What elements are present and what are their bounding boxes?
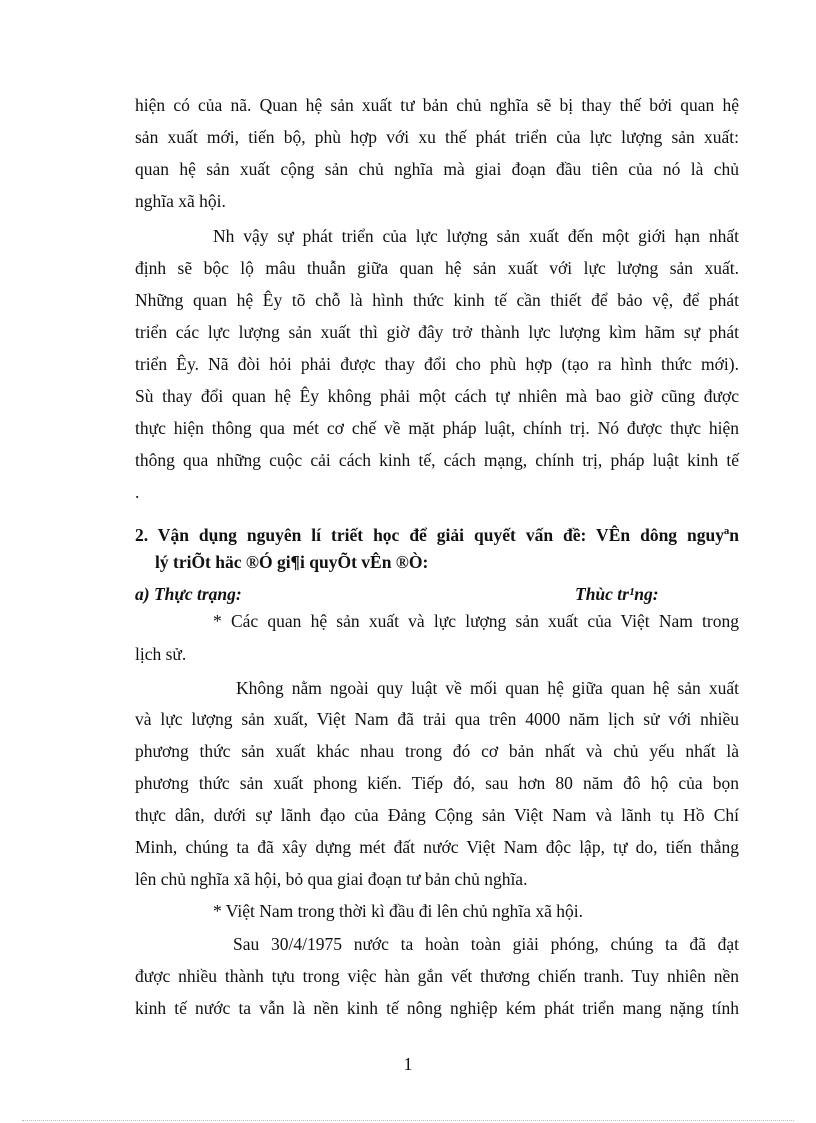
body-line: Không nằm ngoài quy luật về mối quan hệ giữa quan hệ sản xuất — [236, 678, 739, 698]
body-line: Minh, chúng ta đã xây dựng mét đất nước Việt Nam độc lập, tự do, tiến thẳng — [135, 837, 739, 857]
body-line: triển các lực lượng sản xuất thì giờ đây trở thành lực lượng kìm hãm sự phát — [135, 322, 739, 342]
body-line: thực dân, dưới sự lãnh đạo của Đảng Cộng sản Việt Nam và lãnh tụ Hồ Chí — [135, 805, 739, 825]
body-line: lịch sử. — [135, 644, 187, 664]
page-number: 1 — [403, 1054, 413, 1074]
body-line: thông qua những cuộc cải cách kinh tế, cách mạng, chính trị, pháp luật kinh tế — [135, 450, 739, 470]
section-heading: 2. Vận dụng nguyên lí triết học để giải quyết vấn đề: VÊn dông nguyªn — [135, 525, 739, 545]
body-line: Sau 30/4/1975 nước ta hoàn toàn giải phóng, chúng ta đã đạt — [233, 934, 739, 954]
body-line: định sẽ bộc lộ mâu thuẫn giữa quan hệ sản xuất với lực lượng sản xuất. — [135, 258, 739, 278]
body-line: sản xuất mới, tiến bộ, phù hợp với xu thế phát triển của lực lượng sản xuất: — [135, 127, 739, 147]
subsection-heading-alt: Thùc tr¹ng: — [575, 584, 659, 604]
body-line: kinh tế nước ta vẫn là nền kinh tế nông nghiệp kém phát triển mang nặng tính — [135, 998, 739, 1018]
body-line: nghĩa xã hội. — [135, 191, 226, 211]
subsection-heading: a) Thực trạng: — [135, 584, 242, 604]
footer-divider — [22, 1120, 794, 1121]
body-line: lên chủ nghĩa xã hội, bỏ qua giai đoạn tư bản chủ nghĩa. — [135, 869, 528, 889]
body-line: và lực lượng sản xuất, Việt Nam đã trải qua trên 4000 năm lịch sử với nhiều — [135, 709, 739, 729]
body-line: * Các quan hệ sản xuất và lực lượng sản xuất của Việt Nam trong — [213, 611, 739, 631]
body-line: . — [135, 482, 140, 502]
body-line: thực hiện thông qua mét cơ chế về mặt pháp luật, chính trị. Nó được thực hiện — [135, 418, 739, 438]
body-line: phương thức sản xuất khác nhau trong đó cơ bản nhất và chủ yếu nhất là — [135, 741, 739, 761]
body-line: Những quan hệ Êy tõ chỗ là hình thức kinh tế cần thiết để bảo vệ, để phát — [135, 290, 739, 310]
body-line: triển Êy. Nã đòi hỏi phải được thay đổi cho phù hợp (tạo ra hình thức mới). — [135, 354, 739, 374]
body-line: được nhiều thành tựu trong việc hàn gắn vết thương chiến tranh. Tuy nhiên nền — [135, 966, 739, 986]
body-line: hiện có của nã. Quan hệ sản xuất tư bản chủ nghĩa sẽ bị thay thế bởi quan hệ — [135, 95, 739, 115]
body-line: Nh vậy sự phát triển của lực lượng sản xuất đến một giới hạn nhất — [213, 226, 739, 246]
body-line: phương thức sản xuất phong kiến. Tiếp đó, sau hơn 80 năm đô hộ của bọn — [135, 773, 739, 793]
section-heading-continued: lý triÕt häc ®Ó gi¶i quyÕt vÊn ®Ò: — [155, 552, 429, 572]
body-line: quan hệ sản xuất cộng sản chủ nghĩa mà giai đoạn đầu tiên của nó là chủ — [135, 159, 739, 179]
body-line: * Việt Nam trong thời kì đầu đi lên chủ nghĩa xã hội. — [213, 901, 583, 921]
body-line: Sù thay đổi quan hệ Êy không phải một cách tự nhiên mà bao giờ cũng được — [135, 386, 739, 406]
